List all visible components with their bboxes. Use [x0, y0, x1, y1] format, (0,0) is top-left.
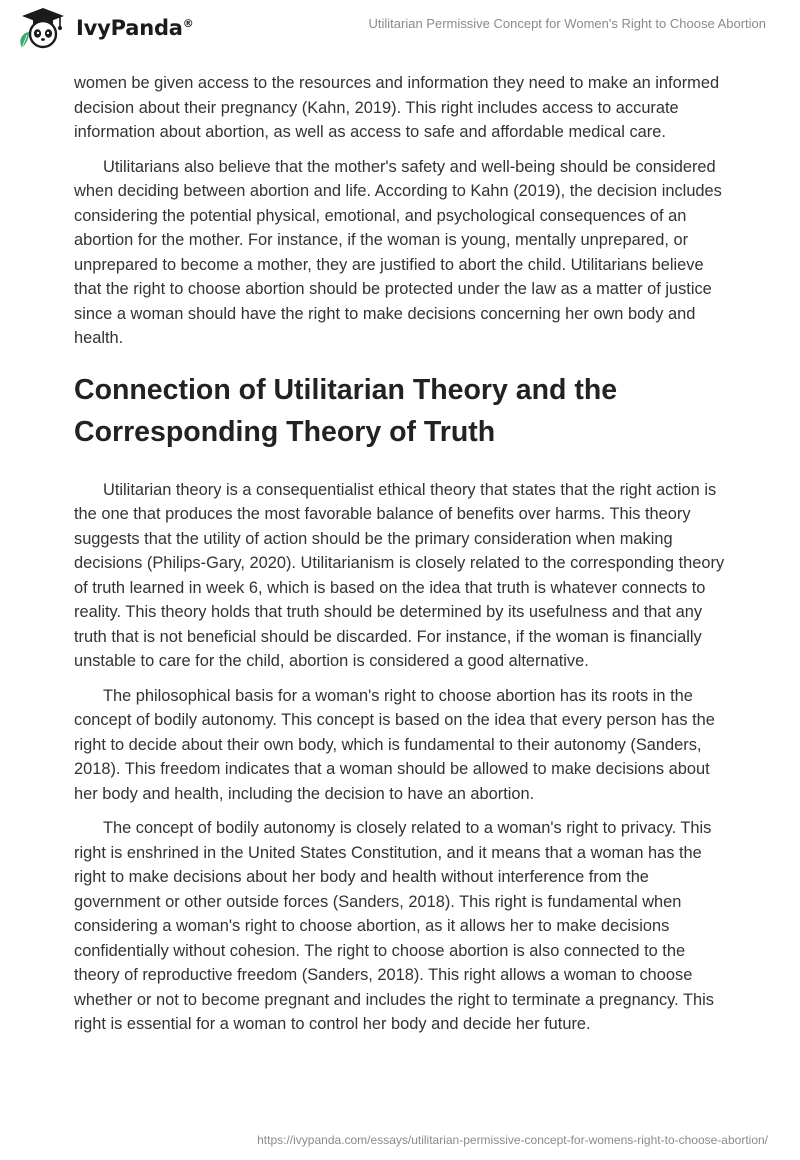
source-url[interactable]: https://ivypanda.com/essays/utilitarian-permissive-concept-for-womens-right-to-choose-abortion/: [257, 1133, 768, 1147]
document-title: Utilitarian Permissive Concept for Women's Right to Choose Abortion: [368, 16, 766, 31]
paragraph: Utilitarians also believe that the mother's safety and well-being should be considered when deciding between abortion and life. According to Kahn (2019), the decision includes considering the potential physical, emotional, and psychological consequences of an abortion for the mother. For instance, if the woman is young, mentally unprepared, or unprepared to become a mother, they are justified to abort the child. Utilitarians believe that the right to choose abortion should be protected under the law as a matter of justice since a woman should have the right to make decisions concerning her own body and health.: [74, 157, 722, 347]
paragraph-continued: women be given access to the resources and information they need to make an informed decision about their pregnancy (Kahn, 2019). This right includes access to accurate information about abortion, as well as access to safe and affordable medical care.: [74, 74, 720, 141]
page-header: [0, 0, 800, 60]
logo-text: [76, 16, 194, 40]
section-heading: Connection of Utilitarian Theory and the Corresponding Theory of Truth: [74, 373, 618, 448]
paragraph: The concept of bodily autonomy is closely related to a woman's right to privacy. This right is enshrined in the United States Constitution, and it means that a woman has the right to make decisions about her body and health without interference from the government or other outside forces (Sanders, 2018). This right is fundamental when considering a woman's right to choose abortion, as it allows her to make decisions confidentially without cohesion. The right to choose abortion is also connected to the theory of reproductive freedom (Sanders, 2018). This right allows a woman to choose whether or not to become pregnant and includes the right to terminate a pregnancy. This right is essential for a woman to control her body and decide her future.: [74, 819, 714, 1033]
logo[interactable]: [14, 6, 194, 50]
panda-logo-icon: [14, 6, 72, 50]
essay-body: [74, 71, 734, 1047]
logo-name: IvyPanda: [76, 16, 183, 40]
paragraph: Utilitarian theory is a consequentialist ethical theory that states that the right action is the one that produces the most favorable balance of benefits over harms. This theory suggests that the utility of action should be the primary consideration when making decisions (Philips-Gary, 2020). Utilitarianism is closely related to the corresponding theory of truth learned in week 6, which is based on the idea that truth is whatever connects to reality. This theory holds that truth should be determined by its usefulness and that any truth that is not beneficial should be discarded. For instance, if the woman is financially unstable to care for the child, abortion is considered a good alternative.: [74, 480, 725, 670]
paragraph: The philosophical basis for a woman's right to choose abortion has its roots in the concept of bodily autonomy. This concept is based on the idea that every person has the right to decide about their own body, which is fundamental to their autonomy (Sanders, 2018). This freedom indicates that a woman should be allowed to make decisions about her body and health, including the decision to have an abortion.: [74, 686, 715, 803]
registered-mark: ®: [182, 17, 194, 30]
